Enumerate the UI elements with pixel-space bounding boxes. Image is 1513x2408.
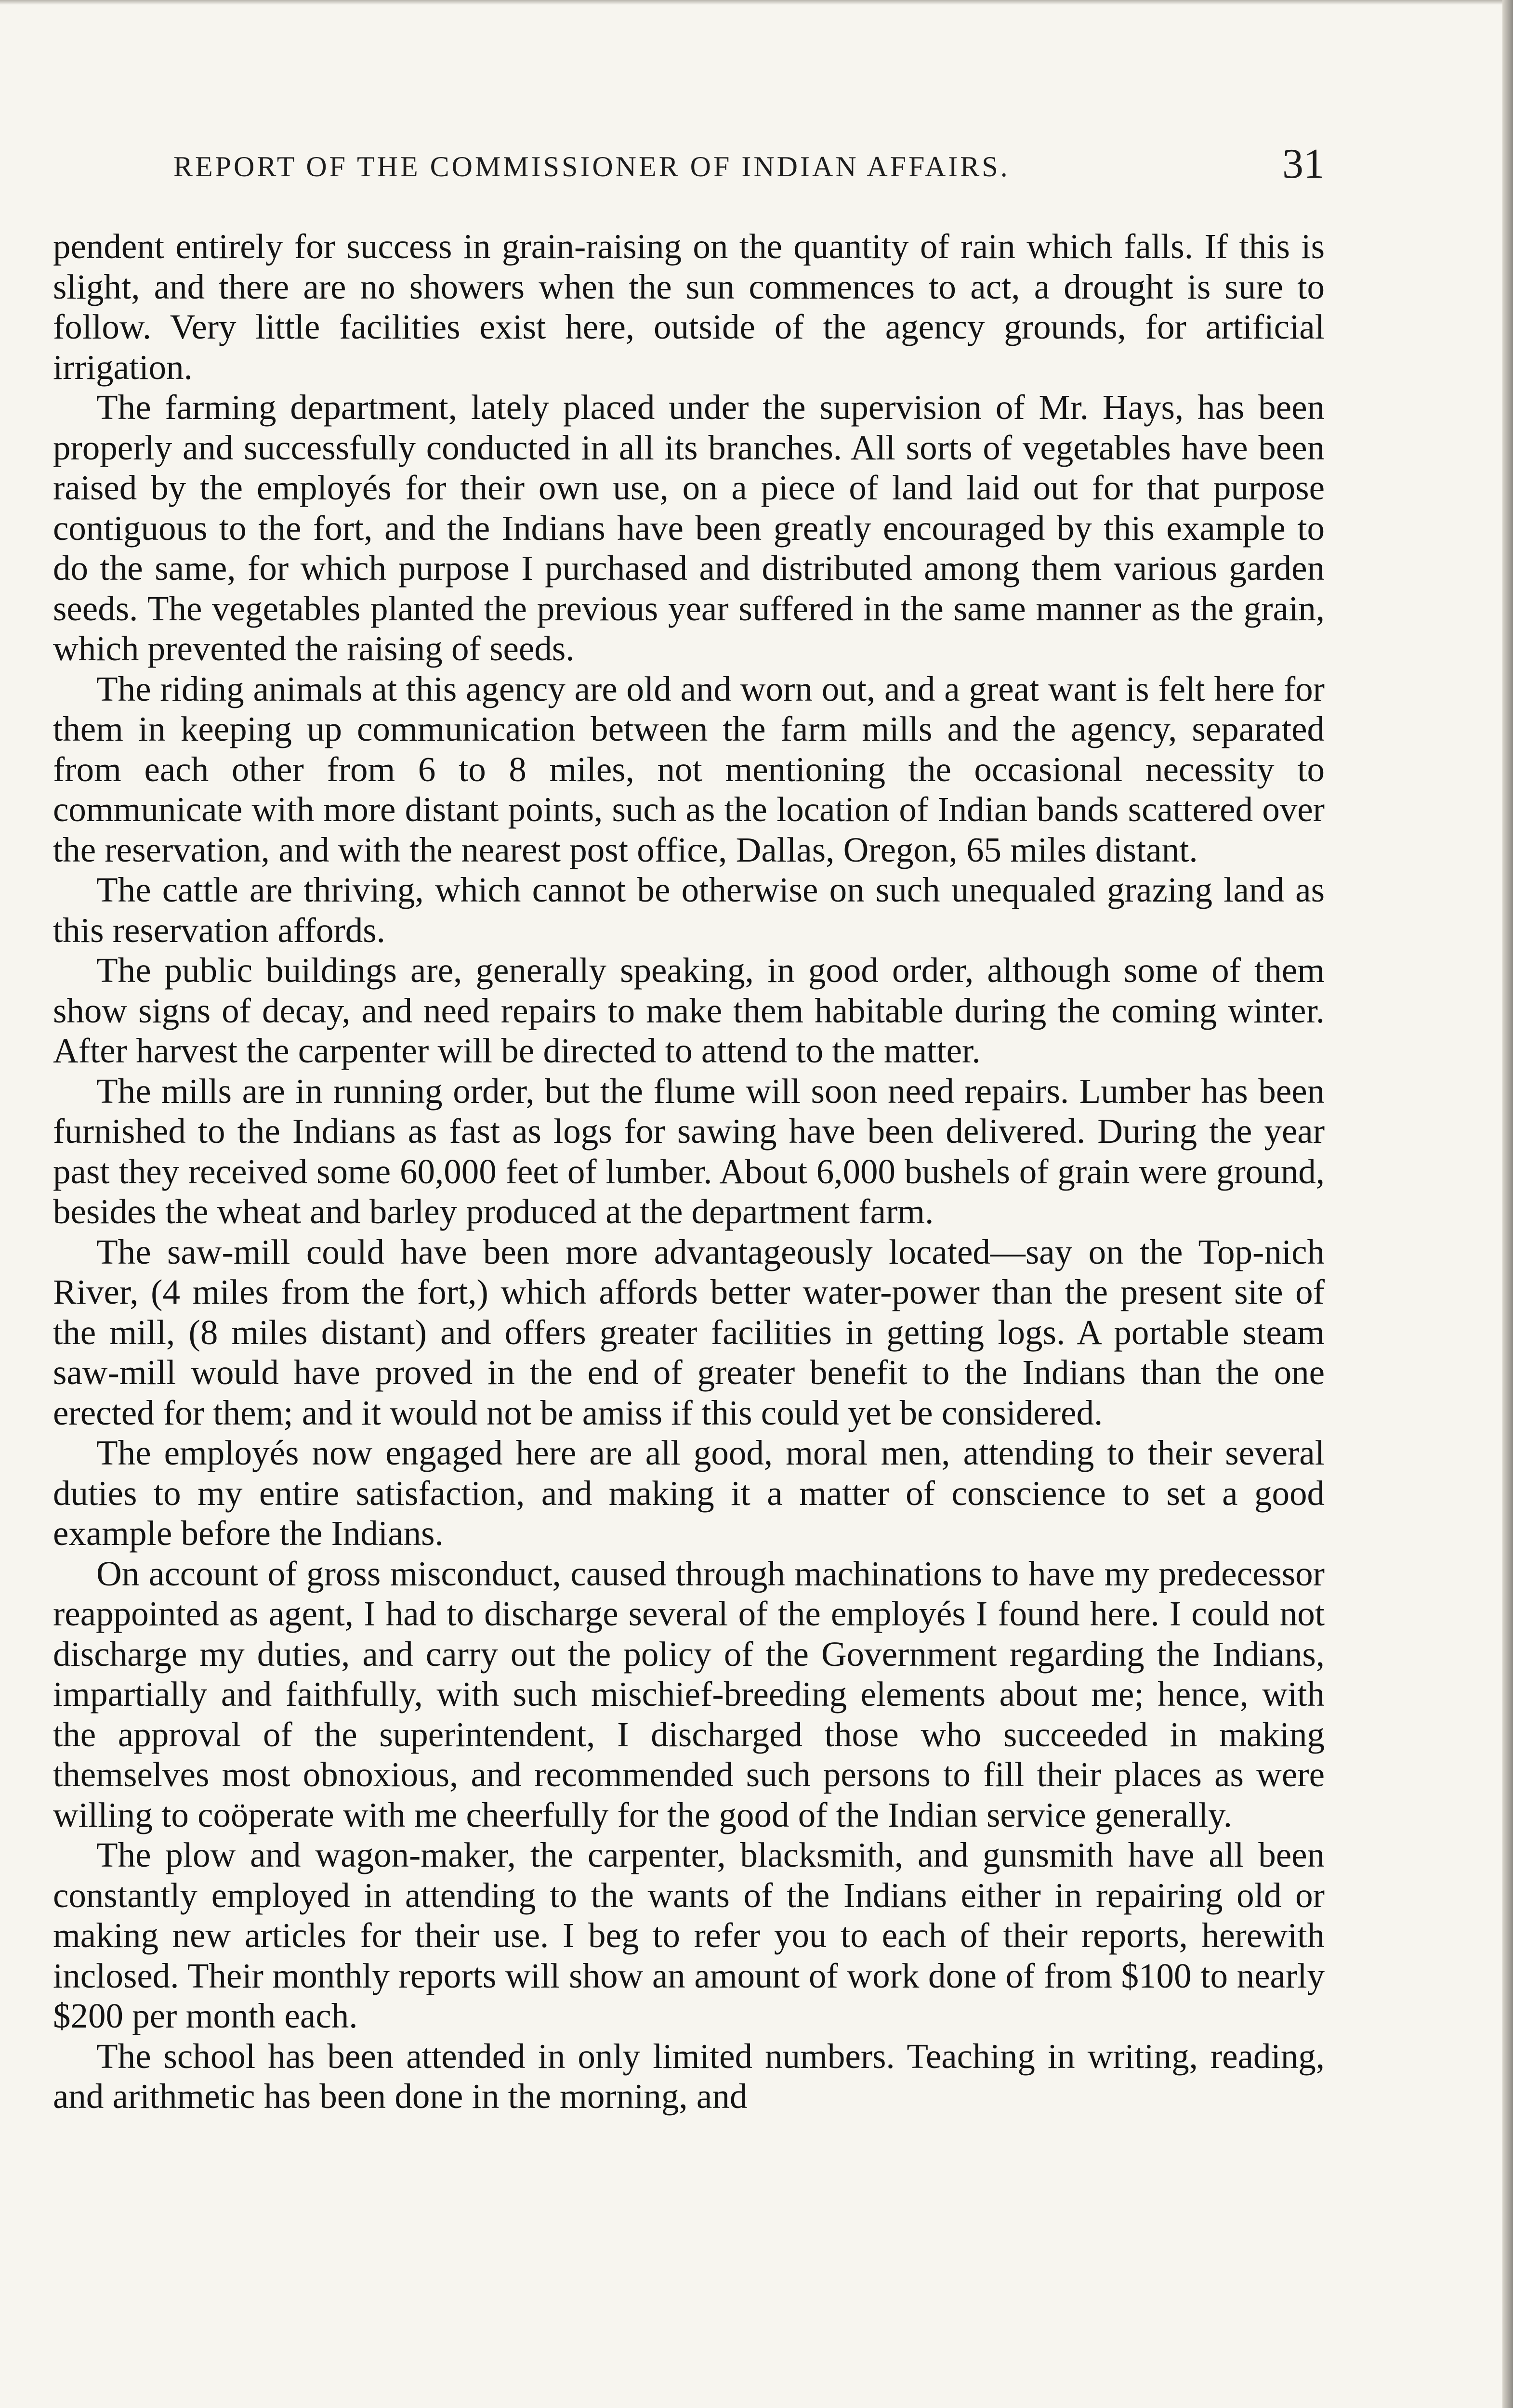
running-title: REPORT OF THE COMMISSIONER OF INDIAN AFFAIRS. — [173, 151, 1010, 183]
paragraph-continued: pendent entirely for success in grain-raising on the quantity of rain which falls. If this is slight, and there are no showers when the sun commences to act, a drought is sure to follow. Very little facilities exist here, outside of the agency grounds, for artificial irrigation. — [53, 227, 1325, 387]
paragraph-farming-department: The farming department, lately placed under the supervision of Mr. Hays, has been properly and successfully conducted in all its branches. All sorts of vegetables have been raised by the employés for their own use, on a piece of land laid out for that purpose contiguous to the fort, and the Indians have been greatly encouraged by this example to do the same, for which purpose I purchased and distributed among them various garden seeds. The vegetables planted the previous year suffered in the same manner as the grain, which prevented the raising of seeds. — [53, 388, 1325, 668]
paragraph-riding-animals: The riding animals at this agency are old and worn out, and a great want is felt here for them in keeping up communication between the farm mills and the agency, separated from each other from 6 to 8 miles, not mentioning the occasional necessity to communicate with more distant points, such as the location of Indian bands scattered over the reservation, and with the nearest post office, Dallas, Oregon, 65 miles distant. — [53, 669, 1325, 869]
paragraph-mills: The mills are in running order, but the flume will soon need repairs. Lumber has been furnished to the Indians as fast as logs for sawing have been delivered. During the year past they received some 60,000 feet of lumber. About 6,000 bushels of grain were ground, besides the wheat and barley produced at the department farm. — [53, 1071, 1325, 1231]
paragraph-cattle: The cattle are thriving, which cannot be otherwise on such unequaled grazing land as this reservation affords. — [53, 870, 1325, 950]
paragraph-saw-mill: The saw-mill could have been more advantageously located—say on the Top-nich River, (4 miles from the fort,) which affords better water-power than the present site of the mill, (8 miles distant) and offers greater facilities in getting logs. A portable steam saw-mill would have proved in the end of greater benefit to the Indians than the one erected for them; and it would not be amiss if this could yet be considered. — [53, 1232, 1325, 1432]
page-top-edge — [0, 0, 1513, 5]
page-right-edge — [1502, 0, 1513, 2408]
paragraph-mechanics: The plow and wagon-maker, the carpenter, blacksmith, and gunsmith have all been constantly employed in attending to the wants of the Indians either in repairing old or making new articles for their use. I beg to refer you to each of their reports, herewith inclosed. Their monthly reports will show an amount of work done of from $100 to nearly $200 per month each. — [53, 1835, 1325, 2035]
paragraph-employes: The employés now engaged here are all good, moral men, attending to their several duties to my entire satisfaction, and making it a matter of conscience to set a good example before the Indians. — [53, 1433, 1325, 1553]
paragraph-school: The school has been attended in only limited numbers. Teaching in writing, reading, and arithmetic has been done in the morning, and — [53, 2036, 1325, 2116]
page-number: 31 — [1282, 141, 1325, 187]
paragraph-public-buildings: The public buildings are, generally speaking, in good order, although some of them show signs of decay, and need repairs to make them habitable during the coming winter. After harvest the carpenter will be directed to attend to the matter. — [53, 951, 1325, 1070]
body-text — [53, 226, 1325, 2117]
paragraph-misconduct: On account of gross misconduct, caused through machinations to have my predecessor reappointed as agent, I had to discharge several of the employés I found here. I could not discharge my duties, and carry out the policy of the Government regarding the Indians, impartially and faithfully, with such mischief-breeding elements about me; hence, with the approval of the superintendent, I discharged those who succeeded in making themselves most obnoxious, and recommended such persons to fill their places as were willing to coöperate with me cheerfully for the good of the Indian service generally. — [53, 1554, 1325, 1834]
page-header — [159, 141, 1325, 197]
